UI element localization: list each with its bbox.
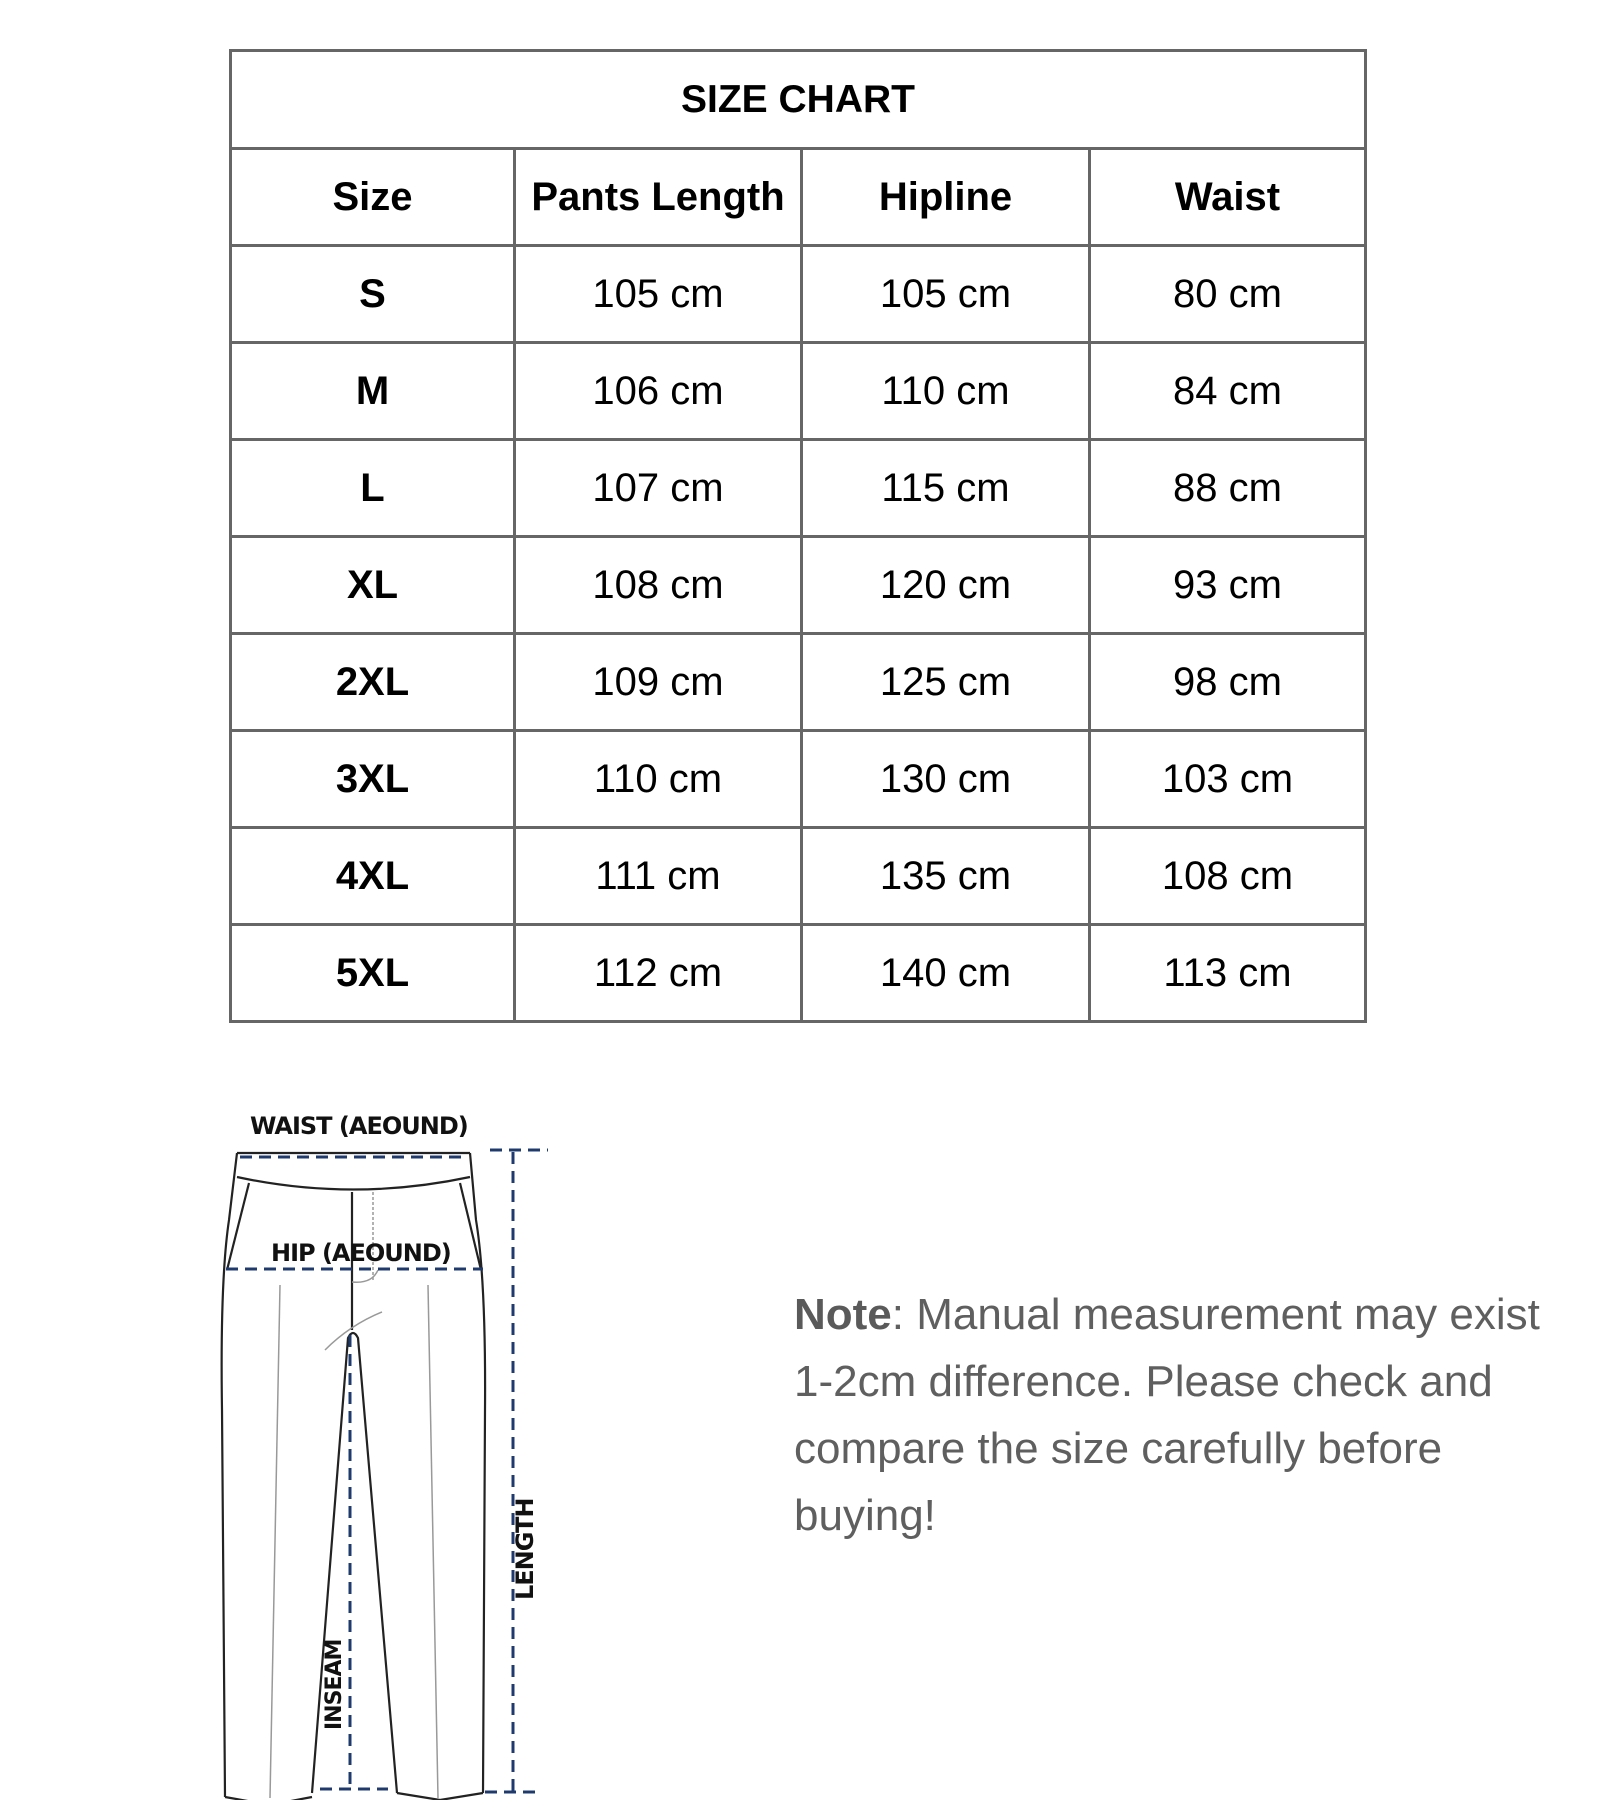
right-crease — [428, 1285, 438, 1798]
cell-size: L — [231, 440, 515, 537]
pants-detail-lines — [270, 1192, 438, 1798]
cell-hipline: 135 cm — [802, 828, 1090, 925]
right-hem — [397, 1793, 483, 1800]
hip-label: HIP (AEOUND) — [271, 1239, 451, 1267]
left-outer-seam — [222, 1153, 237, 1797]
cell-waist: 103 cm — [1090, 731, 1366, 828]
measurement-note — [794, 1281, 1554, 1549]
cell-hipline: 110 cm — [802, 343, 1090, 440]
size-chart-table — [229, 49, 1367, 1023]
table-row — [231, 440, 1366, 537]
table-row — [231, 731, 1366, 828]
table-row — [231, 246, 1366, 343]
table-row — [231, 828, 1366, 925]
cell-size: 3XL — [231, 731, 515, 828]
left-crease — [270, 1285, 280, 1798]
cell-size: 2XL — [231, 634, 515, 731]
cell-pants-length: 106 cm — [515, 343, 802, 440]
cell-hipline: 120 cm — [802, 537, 1090, 634]
cell-waist: 98 cm — [1090, 634, 1366, 731]
column-header-hipline: Hipline — [802, 149, 1090, 246]
table-row — [231, 925, 1366, 1022]
cell-hipline: 125 cm — [802, 634, 1090, 731]
column-header-waist: Waist — [1090, 149, 1366, 246]
cell-hipline: 115 cm — [802, 440, 1090, 537]
cell-pants-length: 112 cm — [515, 925, 802, 1022]
table-row — [231, 343, 1366, 440]
cell-pants-length: 109 cm — [515, 634, 802, 731]
size-chart-title: SIZE CHART — [231, 51, 1366, 149]
size-chart-body — [231, 246, 1366, 1022]
cell-waist: 88 cm — [1090, 440, 1366, 537]
title-row — [231, 51, 1366, 149]
cell-size: S — [231, 246, 515, 343]
cell-hipline: 130 cm — [802, 731, 1090, 828]
waistband-bottom — [237, 1177, 470, 1190]
table-row — [231, 634, 1366, 731]
column-header-size: Size — [231, 149, 515, 246]
table-row — [231, 537, 1366, 634]
waist-label: WAIST (AEOUND) — [250, 1112, 468, 1140]
fly-curve — [352, 1270, 378, 1282]
cell-waist: 84 cm — [1090, 343, 1366, 440]
cell-pants-length: 108 cm — [515, 537, 802, 634]
cell-waist: 113 cm — [1090, 925, 1366, 1022]
pants-illustration — [0, 1080, 620, 1800]
cell-waist: 108 cm — [1090, 828, 1366, 925]
cell-pants-length: 105 cm — [515, 246, 802, 343]
inseam-label: INSEAM — [322, 1639, 347, 1730]
cell-pants-length: 107 cm — [515, 440, 802, 537]
cell-waist: 93 cm — [1090, 537, 1366, 634]
cell-size: XL — [231, 537, 515, 634]
length-label: LENGTH — [511, 1498, 539, 1600]
cell-pants-length: 111 cm — [515, 828, 802, 925]
note-text: : Manual measurement may exist 1-2cm difference. Please check and compare the size carefully before buying! — [794, 1290, 1540, 1540]
cell-waist: 80 cm — [1090, 246, 1366, 343]
header-row — [231, 149, 1366, 246]
cell-size: 4XL — [231, 828, 515, 925]
cell-hipline: 140 cm — [802, 925, 1090, 1022]
crotch-fold — [325, 1312, 382, 1350]
note-prefix: Note — [794, 1290, 892, 1339]
cell-size: M — [231, 343, 515, 440]
left-pocket — [227, 1183, 249, 1270]
cell-pants-length: 110 cm — [515, 731, 802, 828]
pants-measurement-diagram — [0, 1080, 620, 1800]
cell-size: 5XL — [231, 925, 515, 1022]
right-outer-seam — [470, 1153, 485, 1793]
column-header-pants-length: Pants Length — [515, 149, 802, 246]
cell-hipline: 105 cm — [802, 246, 1090, 343]
